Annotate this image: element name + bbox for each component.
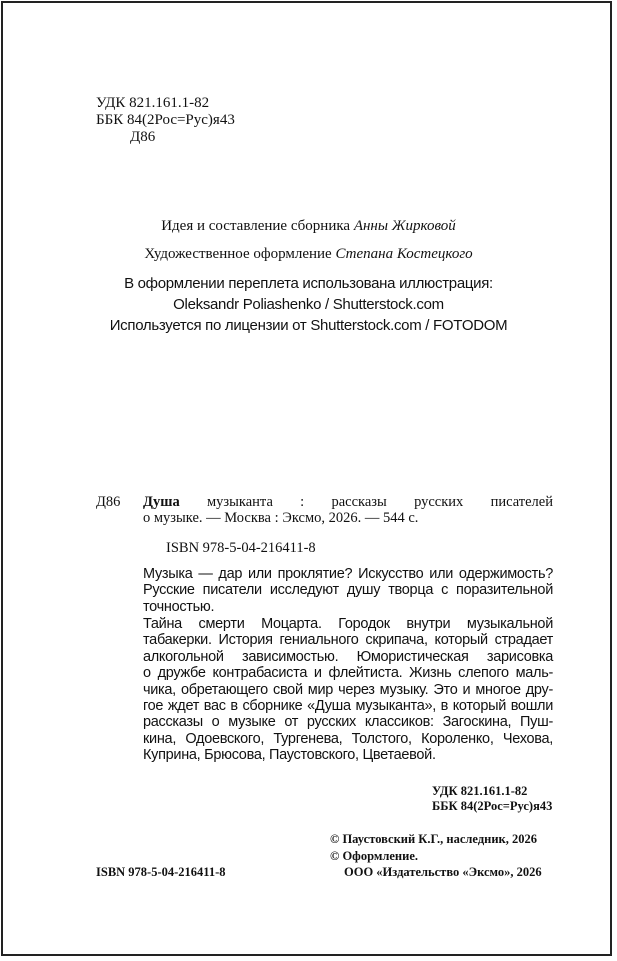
designer-prefix: Художественное оформление: [144, 246, 336, 262]
author-mark: Д86: [130, 129, 156, 145]
copyright-publisher: ООО «Издательство «Эксмо», 2026: [344, 865, 542, 879]
annotation-line: рассказы о музыке от русских классиков: Загоскина, Пуш-: [143, 714, 553, 731]
annotation-paragraph-2: [143, 616, 553, 764]
annotation-line: алкогольной зависимостью. Юмористическая зарисовка: [143, 648, 553, 665]
copyright-heir: © Паустовский К.Г., наследник, 2026: [330, 832, 537, 846]
annotation-line: Музыка — дар или проклятие? Искусство или одержимость?: [143, 566, 553, 582]
annotation-line: кина, Одоевского, Тургенева, Толстого, Короленко, Чехова,: [143, 730, 553, 747]
catalog-title-line-2: о музыке. — Москва : Эксмо, 2026. — 544 с.: [143, 510, 419, 527]
annotation-line: Куприна, Брюсова, Паустовского, Цветаевой.: [143, 747, 436, 764]
bbk-code: ББК 84(2Рос=Рус)я43: [96, 112, 235, 128]
compiler-credit: [0, 218, 617, 235]
cover-credit-line-1: В оформлении переплета использована иллюстрация:: [124, 275, 493, 292]
annotation-paragraph-1: [143, 566, 553, 615]
catalog-isbn: ISBN 978-5-04-216411-8: [166, 540, 316, 556]
annotation-line: гое ждет вас в сборнике «Душа музыканта», в который вошли: [143, 698, 553, 715]
compiler-name: Анны Жирковой: [353, 218, 456, 234]
catalog-title-bold: Душа: [143, 494, 180, 510]
catalog-title: [143, 494, 553, 527]
catalog-udk: УДК 821.161.1-82: [432, 784, 528, 798]
catalog-title-rest: музыканта : рассказы русских писателей: [179, 494, 553, 510]
annotation-line: чика, обретающего свой мир через музыку. Это и многое дру-: [143, 681, 553, 698]
cover-credit-line-2: Oleksandr Poliashenko / Shutterstock.com: [173, 296, 444, 313]
catalog-bbk: ББК 84(2Рос=Рус)я43: [432, 799, 553, 813]
cover-credit-line-3: Используется по лицензии от Shutterstock.com / FOTODOM: [109, 317, 508, 334]
annotation-line: табакерки. История гениального скрипача, который страдает: [143, 632, 553, 649]
udk-code: УДК 821.161.1-82: [96, 95, 210, 111]
cover-illustration-credit: [0, 273, 617, 336]
annotation-line: Тайна смерти Моцарта. Городок внутри музыкальной: [143, 616, 553, 632]
annotation-line: точностью.: [143, 598, 215, 615]
annotation-line: о дружбе контрабасиста и флейтиста. Жизнь слепого маль-: [143, 665, 553, 682]
catalog-mark: Д86: [96, 494, 121, 510]
compiler-prefix: Идея и составление сборника: [161, 218, 354, 234]
annotation-line: Русские писатели исследуют душу творца с поразительной: [143, 582, 553, 599]
footer-isbn: ISBN 978-5-04-216411-8: [96, 865, 226, 879]
designer-name: Степана Костецкого: [335, 246, 473, 262]
copyright-design: © Оформление.: [330, 849, 419, 863]
designer-credit: [0, 246, 617, 263]
